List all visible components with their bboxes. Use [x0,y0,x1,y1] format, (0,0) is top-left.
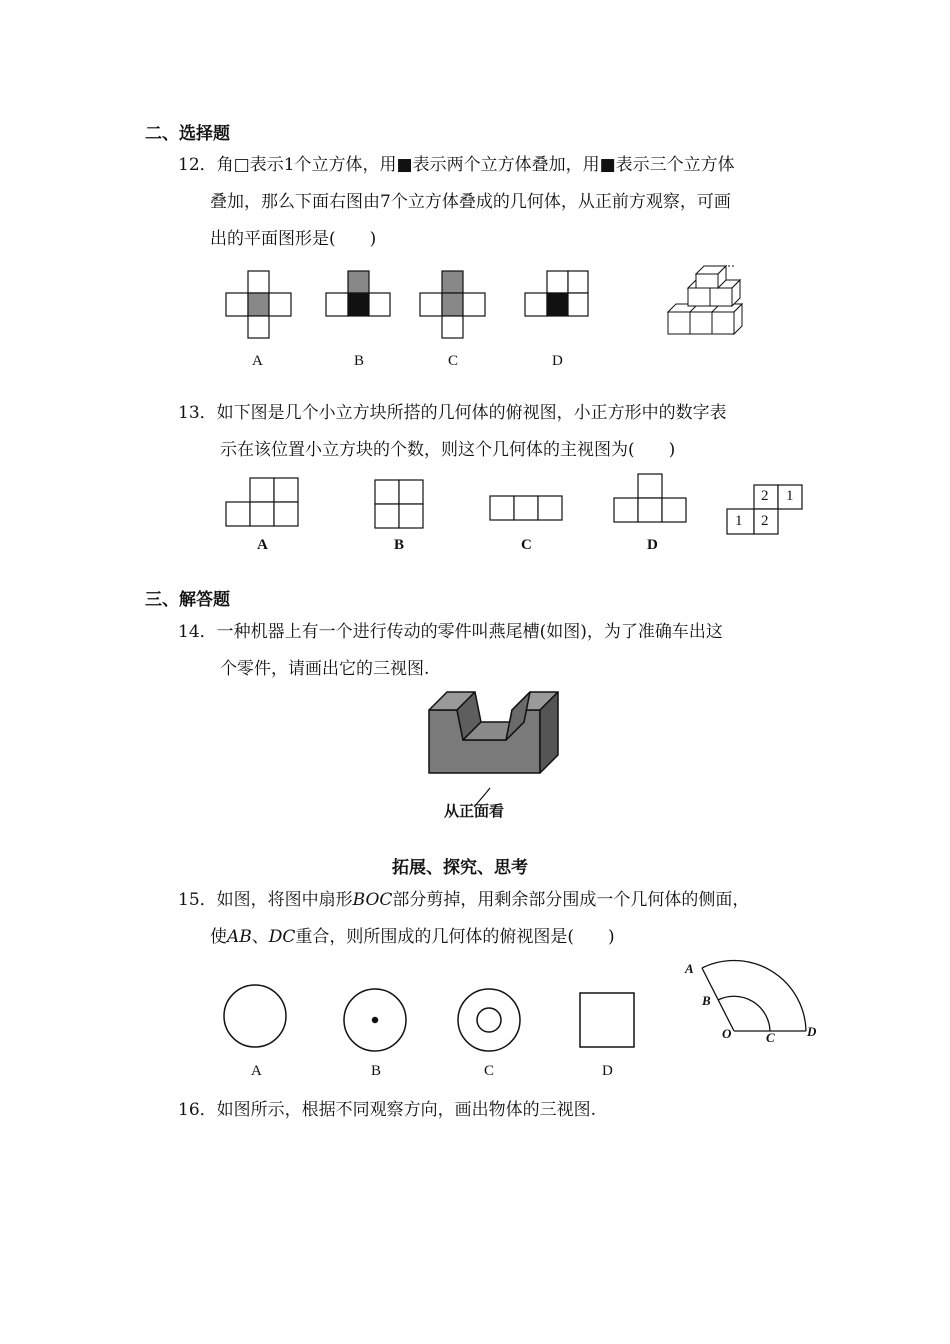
q16-line1: 16．如图所示，根据不同观察方向，画出物体的三视图. [178,1100,597,1120]
q15-line2-part1: 使 [210,927,227,947]
q13-option-a-label: A [257,537,268,553]
q14-line2: 个零件，请画出它的三视图. [220,659,430,679]
q15-option-c-inner [477,1008,501,1032]
q15-fan-label-c: C [766,1030,775,1045]
q12-option-d-label: D [552,353,563,369]
q13-option-d-label: D [647,537,658,553]
q15-line2-part5: 重合，则所围成的几何体的俯视图是( ) [295,927,615,947]
q12-option-b-label: B [354,353,365,369]
section-heading-answer: 三、解答题 [145,590,230,610]
q15-option-b-dot [373,1018,378,1023]
q13-line1: 13．如下图是几个小立方块所搭的几何体的俯视图，小正方形中的数字表 [178,403,727,423]
q12-line2: 叠加，那么下面右图由7个立方体叠成的几何体，从正前方观察，可画 [210,192,731,212]
q13-option-b-label: B [394,537,405,553]
q15-line2-part4: DC [268,927,296,947]
q12-line1: 12．角□表示1个立方体，用■表示两个立方体叠加，用■表示三个立方体 [178,155,735,175]
q13-grid-number-3: 1 [735,513,743,529]
q15-option-c-label: C [484,1063,495,1079]
q13-grid-number-1: 2 [761,488,769,504]
q15-fan-label-d: D [807,1024,817,1039]
q15-option-d-square [580,993,634,1047]
q12-option-a-label: A [252,353,263,369]
q15-line1-part1: 15．如图，将图中扇形 [178,890,353,910]
q15-line2-part3: 、 [251,927,269,947]
q14-line1: 14．一种机器上有一个进行传动的零件叫燕尾槽(如图)，为了准确车出这 [178,622,723,642]
q13-grid-number-2: 1 [786,488,794,504]
section-heading-choice: 二、选择题 [145,124,230,144]
q15-line2-part2: AB [227,927,252,947]
section-heading-extend: 拓展、探究、思考 [392,858,528,878]
q15-line1-part2: BOC [352,890,393,910]
q13-grid-number-4: 2 [761,513,769,529]
q13-line2: 示在该位置小立方块的个数，则这个几何体的主视图为( ) [220,440,676,460]
q15-option-c-outer [458,989,520,1051]
q15-option-a-label: A [251,1063,262,1079]
q12-option-c-label: C [448,353,459,369]
q14-caption: 从正面看 [444,802,505,820]
q15-fan-figure [702,960,806,1031]
q15-fan-label-a: A [685,961,694,976]
q15-option-b-label: B [371,1063,382,1079]
q13-option-c-label: C [521,537,532,553]
q12-line3: 出的平面图形是( ) [210,229,377,249]
q15-option-a-circle [224,985,286,1047]
q15-line1-part3: 部分剪掉，用剩余部分围成一个几何体的侧面， [392,890,750,910]
q15-fan-label-b: B [702,993,711,1008]
q15-option-d-label: D [602,1063,613,1079]
q15-fan-label-o: O [722,1026,732,1041]
